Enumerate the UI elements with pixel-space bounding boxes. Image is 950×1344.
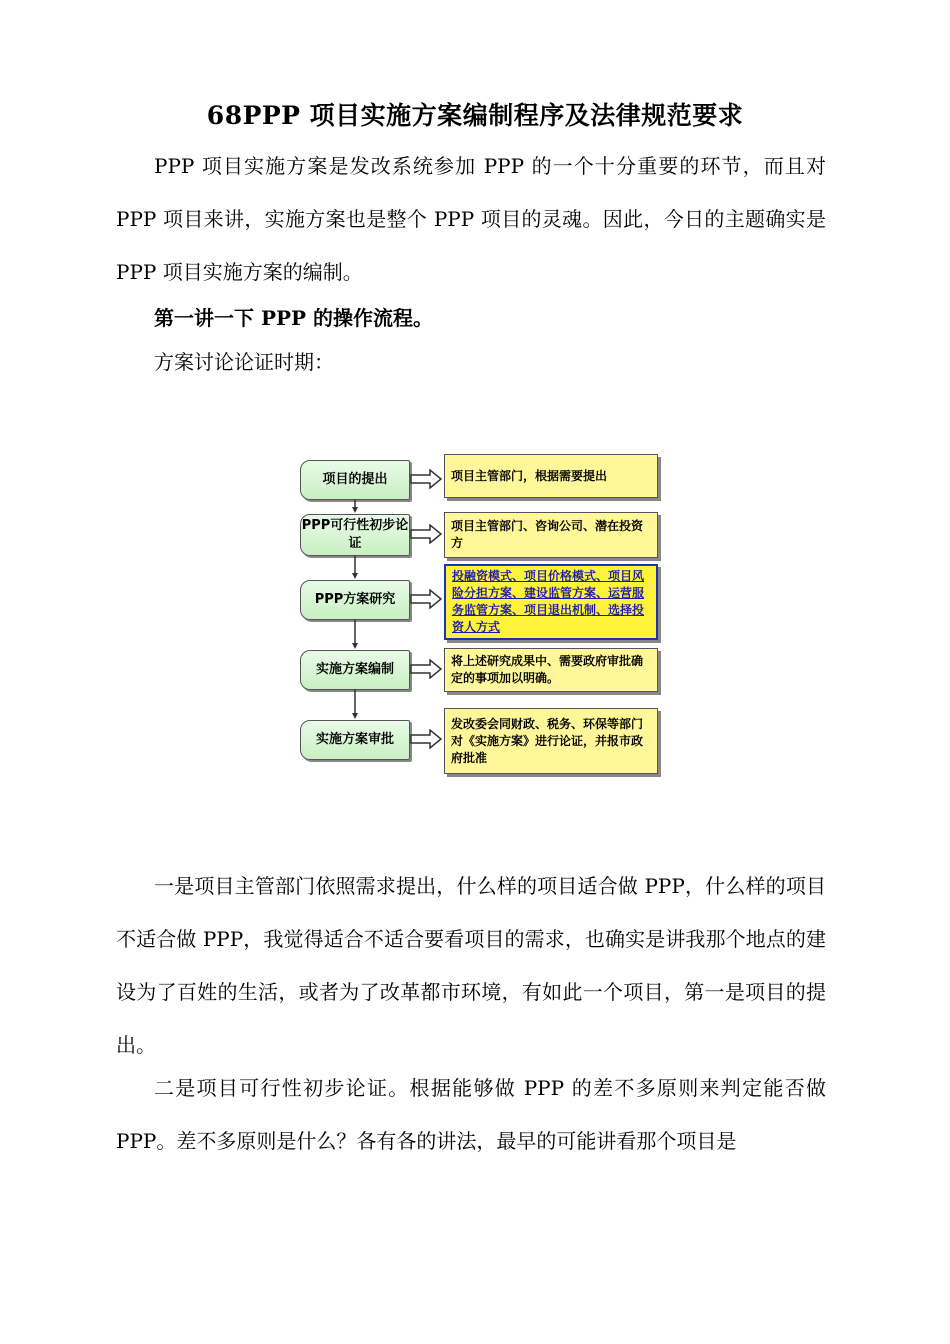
down-arrow-icon (352, 689, 358, 719)
document-title: 68PPP 项目实施方案编制程序及法律规范要求 (206, 101, 744, 130)
flow-desc-5: 发改委会同财政、税务、环保等部门对《实施方案》进行论证，并报市政府批准 (444, 708, 658, 774)
flow-step-1: 项目的提出 (300, 460, 410, 500)
flow-desc-4: 将上述研究成果中、需要政府审批确定的事项加以明确。 (444, 648, 658, 692)
flow-step-5: 实施方案审批 (300, 720, 410, 760)
flow-step-2: PPP可行性初步论证 (300, 514, 410, 556)
step2-paragraph: 二是项目可行性初步论证。根据能够做 PPP 的差不多原则来判定能否做 PPP。差不多原则是什么？各有各的讲法，最早的可能讲看那个项目是 (116, 1076, 826, 1153)
right-arrow-icon (410, 659, 442, 679)
step1-paragraph: 一是项目主管部门依照需求提出，什么样的项目适合做 PPP，什么样的项目不适合做 PPP，我觉得适合不适合要看项目的需求，也确实是讲我那个地点的建设为了百姓的生活，或者为了改革都市环境，有如此一个项目，第一是项目的提出。 (116, 874, 826, 1057)
flow-desc-1: 项目主管部门，根据需要提出 (444, 454, 658, 498)
down-arrow-icon (352, 499, 358, 513)
flow-step-4: 实施方案编制 (300, 650, 410, 690)
flow-desc-3[interactable]: 投融资模式、项目价格模式、项目风险分担方案、建设监管方案、运营服务监管方案、项目退出机制、选择投资人方式 (444, 564, 658, 640)
right-arrow-icon (410, 729, 442, 749)
section-heading: 第一讲一下 PPP 的操作流程。 (154, 306, 434, 330)
right-arrow-icon (410, 469, 442, 489)
right-arrow-icon (410, 524, 442, 544)
flow-step-3: PPP方案研究 (300, 580, 410, 620)
down-arrow-icon (352, 619, 358, 649)
ppp-flowchart (300, 452, 666, 782)
intro-paragraph: PPP 项目实施方案是发改系统参加 PPP 的一个十分重要的环节，而且对 PPP 项目来讲，实施方案也是整个 PPP 项目的灵魂。因此，今日的主题确实是 PPP 项目实施方案的编制。 (116, 154, 826, 284)
right-arrow-icon (410, 589, 442, 609)
down-arrow-icon (352, 555, 358, 579)
stage-label: 方案讨论论证时期： (154, 350, 334, 374)
flow-desc-2: 项目主管部门、咨询公司、潜在投资方 (444, 512, 658, 558)
